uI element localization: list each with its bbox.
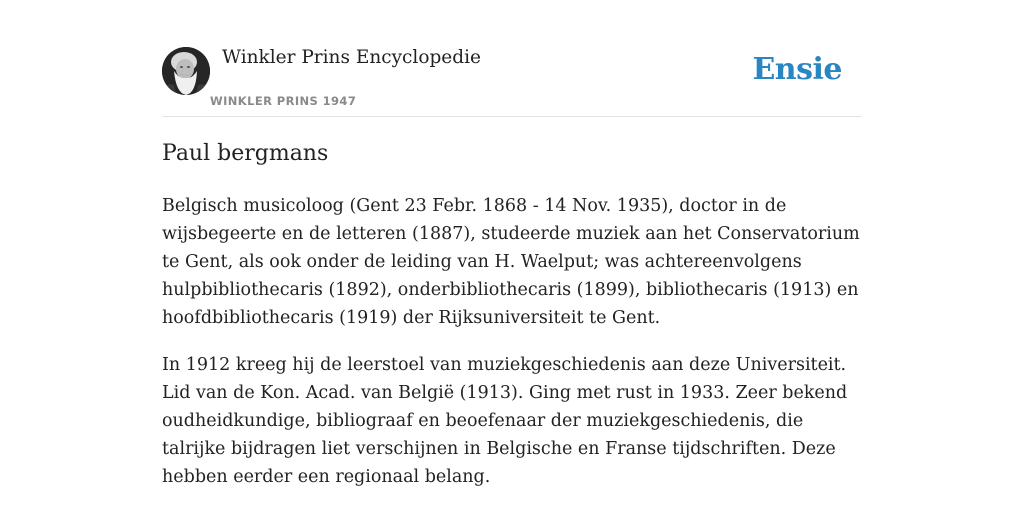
bearded-man-portrait-icon <box>162 47 210 95</box>
article-paragraph: Belgisch musicoloog (Gent 23 Febr. 1868 - 14 Nov. 1935), doctor in de wijsbegeerte en de letteren (1887), studeerde muziek aan het Conservatorium te Gent, als ook onder de leiding van H. Waelput; was achtereenvolgens hulpbibliothecaris (1892), onderbibliothecaris (1899), bibliothecaris (1913) en hoofdbibliothecaris (1919) der Rijksuniversiteit te Gent. <box>162 196 860 328</box>
avatar[interactable] <box>162 47 210 95</box>
header <box>162 0 862 117</box>
article-title: Paul bergmans <box>162 141 329 166</box>
article-body <box>162 192 862 510</box>
edition-label[interactable]: WINKLER PRINS 1947 <box>210 94 357 108</box>
article-paragraph: In 1912 kreeg hij de leerstoel van muziekgeschiedenis aan deze Universiteit. Lid van de Kon. Acad. van België (1913). Ging met rust in 1933. Zeer bekend oudheidkundige, bibliograaf en beoefenaar der muziekgeschiedenis, die talrijke bijdragen liet verschijnen in Belgische en Franse tijdschriften. Deze hebben eerder een regionaal belang. <box>162 355 848 487</box>
site-title[interactable]: Winkler Prins Encyclopedie <box>222 47 481 68</box>
brand-logo[interactable]: Ensie <box>752 52 842 87</box>
